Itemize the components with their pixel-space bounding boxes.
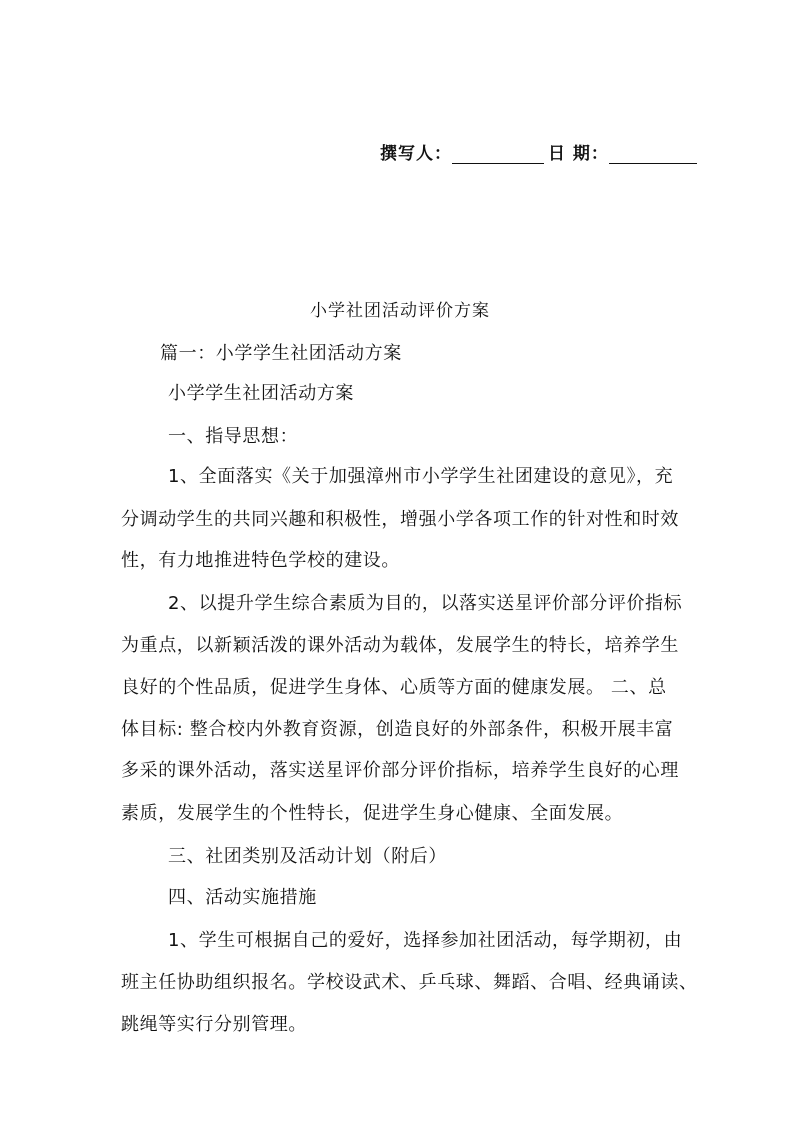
paragraph-line: 班主任协助组织报名。学校设武术、乒乓球、舞蹈、合唱、经典诵读、	[121, 972, 698, 993]
date-blank	[609, 145, 697, 164]
paragraph-line: 素质，发展学生的个性特长，促进学生身心健康、全面发展。	[121, 803, 624, 824]
paragraph-line: 1、全面落实《关于加强漳州市小学学生社团建设的意见》，充	[168, 466, 674, 487]
paragraph-line: 性，有力地推进特色学校的建设。	[121, 550, 400, 571]
paragraph-line: 1、学生可根据自己的爱好，选择参加社团活动，每学期初，由	[168, 930, 683, 951]
author-date-line	[380, 139, 701, 164]
heading-guiding-thought: 一、指导思想：	[168, 426, 299, 447]
paragraph-line: 良好的个性品质，促进学生身体、心质等方面的健康发展。 二、总	[121, 677, 667, 698]
paragraph-line: 2、以提升学生综合素质为目的，以落实送星评价部分评价指标	[168, 593, 683, 614]
section-heading: 篇一：小学学生社团活动方案	[160, 343, 402, 364]
heading-implementation: 四、活动实施措施	[168, 887, 317, 908]
paragraph-line: 分调动学生的共同兴趣和积极性，增强小学各项工作的针对性和时效	[121, 509, 679, 530]
author-blank	[452, 145, 544, 164]
paragraph-line: 跳绳等实行分别管理。	[121, 1014, 307, 1035]
heading-club-categories: 三、社团类别及活动计划（附后）	[168, 846, 447, 867]
document-title: 小学社团活动评价方案	[310, 301, 490, 321]
paragraph-line: 多采的课外活动，落实送星评价部分评价指标，培养学生良好的心理	[121, 760, 679, 781]
date-label: 日 期：	[548, 144, 609, 164]
paragraph-line: 为重点，以新颖活泼的课外活动为载体，发展学生的特长，培养学生	[121, 635, 679, 656]
subtitle: 小学学生社团活动方案	[168, 383, 354, 404]
author-label: 撰写人：	[380, 144, 452, 164]
paragraph-line: 体目标: 整合校内外教育资源，创造良好的外部条件，积极开展丰富	[121, 719, 674, 740]
